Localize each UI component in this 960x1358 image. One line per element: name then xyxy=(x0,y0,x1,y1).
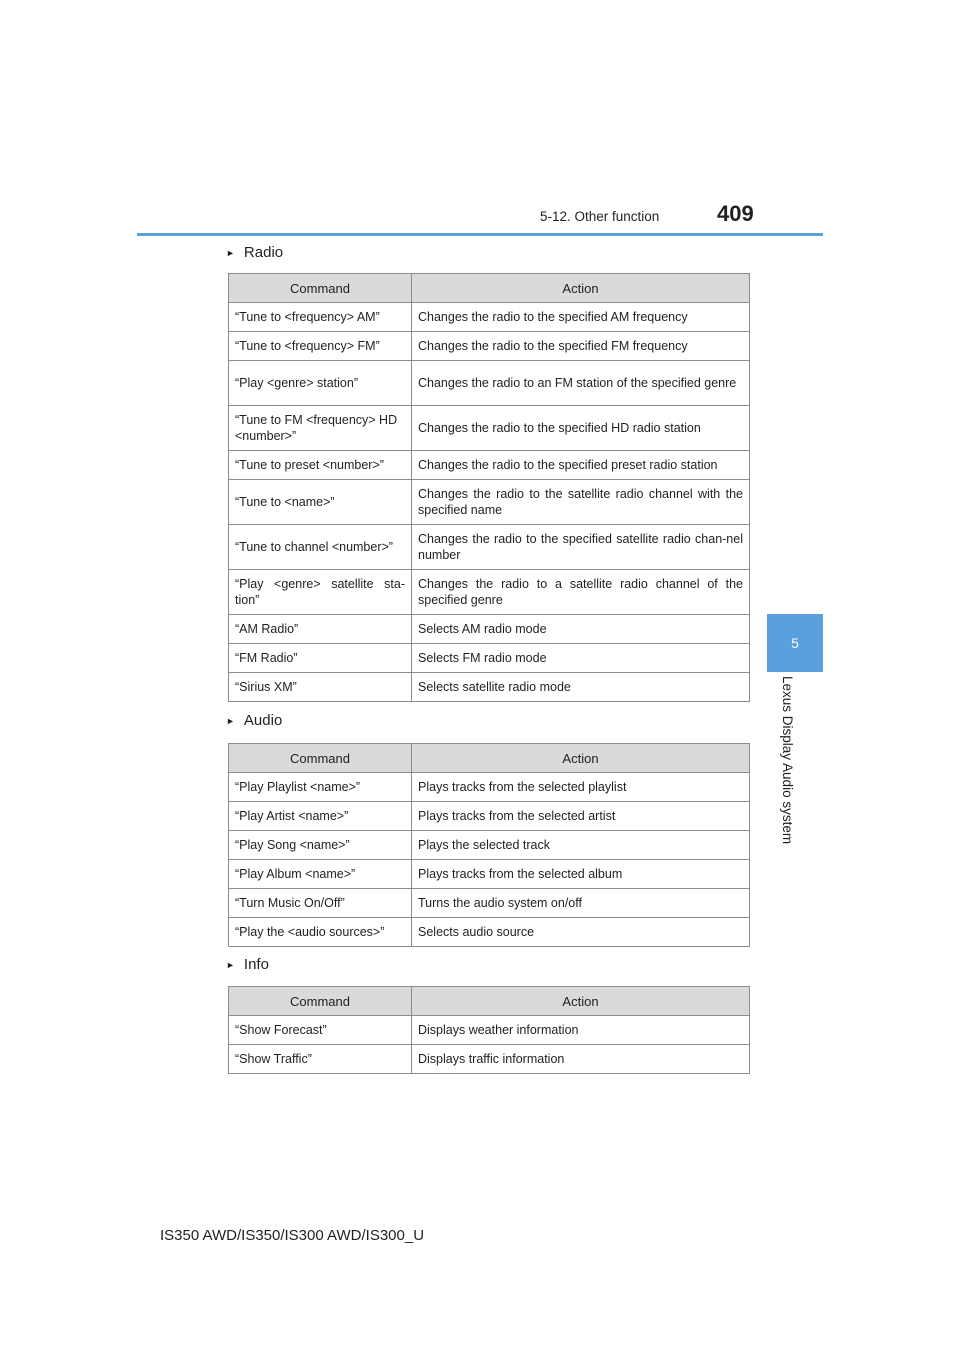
audio-heading xyxy=(226,712,282,729)
action-cell: Plays tracks from the selected album xyxy=(412,860,750,889)
table-row xyxy=(229,831,750,860)
table-row xyxy=(229,303,750,332)
action-cell: Selects AM radio mode xyxy=(412,615,750,644)
action-cell: Changes the radio to the specified satellite radio chan-nel number xyxy=(412,525,750,570)
section-title: 5-12. Other function xyxy=(540,209,660,224)
action-cell: Turns the audio system on/off xyxy=(412,889,750,918)
table-row xyxy=(229,802,750,831)
action-cell: Selects FM radio mode xyxy=(412,644,750,673)
action-cell: Changes the radio to the specified HD radio station xyxy=(412,406,750,451)
command-cell: “Tune to channel <number>” xyxy=(229,525,412,570)
command-cell: “Tune to <name>” xyxy=(229,480,412,525)
command-cell: “Play Artist <name>” xyxy=(229,802,412,831)
triangle-right-icon: ► xyxy=(226,247,235,258)
action-cell: Selects satellite radio mode xyxy=(412,673,750,702)
action-cell: Selects audio source xyxy=(412,918,750,947)
command-cell: “Show Forecast” xyxy=(229,1016,412,1045)
action-column-header: Action xyxy=(412,274,750,303)
radio-command-table xyxy=(228,273,750,702)
table-row xyxy=(229,918,750,947)
action-cell: Plays the selected track xyxy=(412,831,750,860)
page-number: 409 xyxy=(717,201,754,226)
action-cell: Plays tracks from the selected playlist xyxy=(412,773,750,802)
action-cell: Displays traffic information xyxy=(412,1045,750,1074)
radio-heading-label: Radio xyxy=(243,244,284,261)
action-column-header: Action xyxy=(412,744,750,773)
table-row xyxy=(229,1016,750,1045)
table-row xyxy=(229,570,750,615)
table-row xyxy=(229,644,750,673)
table-row xyxy=(229,480,750,525)
audio-heading-label: Audio xyxy=(243,712,283,729)
command-cell: “Play the <audio sources>” xyxy=(229,918,412,947)
command-column-header: Command xyxy=(229,274,412,303)
chapter-number: 5 xyxy=(791,635,799,651)
command-cell: “FM Radio” xyxy=(229,644,412,673)
info-heading-label: Info xyxy=(243,956,269,973)
table-row xyxy=(229,615,750,644)
table-header-row xyxy=(229,274,750,303)
table-row xyxy=(229,673,750,702)
command-column-header: Command xyxy=(229,987,412,1016)
table-row xyxy=(229,860,750,889)
table-row xyxy=(229,332,750,361)
action-column-header: Action xyxy=(412,987,750,1016)
command-cell: “Tune to <frequency> AM” xyxy=(229,303,412,332)
header-divider xyxy=(137,233,823,236)
table-row xyxy=(229,889,750,918)
command-cell: “Play Song <name>” xyxy=(229,831,412,860)
table-row xyxy=(229,361,750,406)
info-command-table xyxy=(228,986,750,1074)
command-cell: “Play <genre> satellite sta-tion” xyxy=(229,570,412,615)
radio-heading xyxy=(226,244,283,261)
triangle-right-icon: ► xyxy=(226,715,235,726)
command-cell: “Tune to FM <frequency> HD <number>” xyxy=(229,406,412,451)
command-cell: “Tune to preset <number>” xyxy=(229,451,412,480)
table-row xyxy=(229,1045,750,1074)
table-row xyxy=(229,451,750,480)
action-cell: Changes the radio to the satellite radio channel with the specified name xyxy=(412,480,750,525)
info-heading xyxy=(226,956,269,973)
command-cell: “Show Traffic” xyxy=(229,1045,412,1074)
table-row xyxy=(229,773,750,802)
command-cell: “Play <genre> station” xyxy=(229,361,412,406)
table-header-row xyxy=(229,744,750,773)
action-cell: Changes the radio to the specified preset radio station xyxy=(412,451,750,480)
model-code-footer: IS350 AWD/IS350/IS300 AWD/IS300_U xyxy=(160,1227,425,1244)
action-cell: Displays weather information xyxy=(412,1016,750,1045)
action-cell: Changes the radio to the specified AM frequency xyxy=(412,303,750,332)
action-cell: Changes the radio to the specified FM frequency xyxy=(412,332,750,361)
triangle-right-icon: ► xyxy=(226,959,235,970)
chapter-title: Lexus Display Audio system xyxy=(780,676,795,845)
action-cell: Plays tracks from the selected artist xyxy=(412,802,750,831)
table-row xyxy=(229,406,750,451)
audio-command-table xyxy=(228,743,750,947)
command-cell: “Turn Music On/Off” xyxy=(229,889,412,918)
command-cell: “Play Playlist <name>” xyxy=(229,773,412,802)
command-cell: “Sirius XM” xyxy=(229,673,412,702)
command-cell: “Tune to <frequency> FM” xyxy=(229,332,412,361)
command-cell: “Play Album <name>” xyxy=(229,860,412,889)
chapter-tab xyxy=(767,614,823,672)
command-cell: “AM Radio” xyxy=(229,615,412,644)
table-header-row xyxy=(229,987,750,1016)
action-cell: Changes the radio to an FM station of the specified genre xyxy=(412,361,750,406)
command-column-header: Command xyxy=(229,744,412,773)
action-cell: Changes the radio to a satellite radio channel of the specified genre xyxy=(412,570,750,615)
table-row xyxy=(229,525,750,570)
